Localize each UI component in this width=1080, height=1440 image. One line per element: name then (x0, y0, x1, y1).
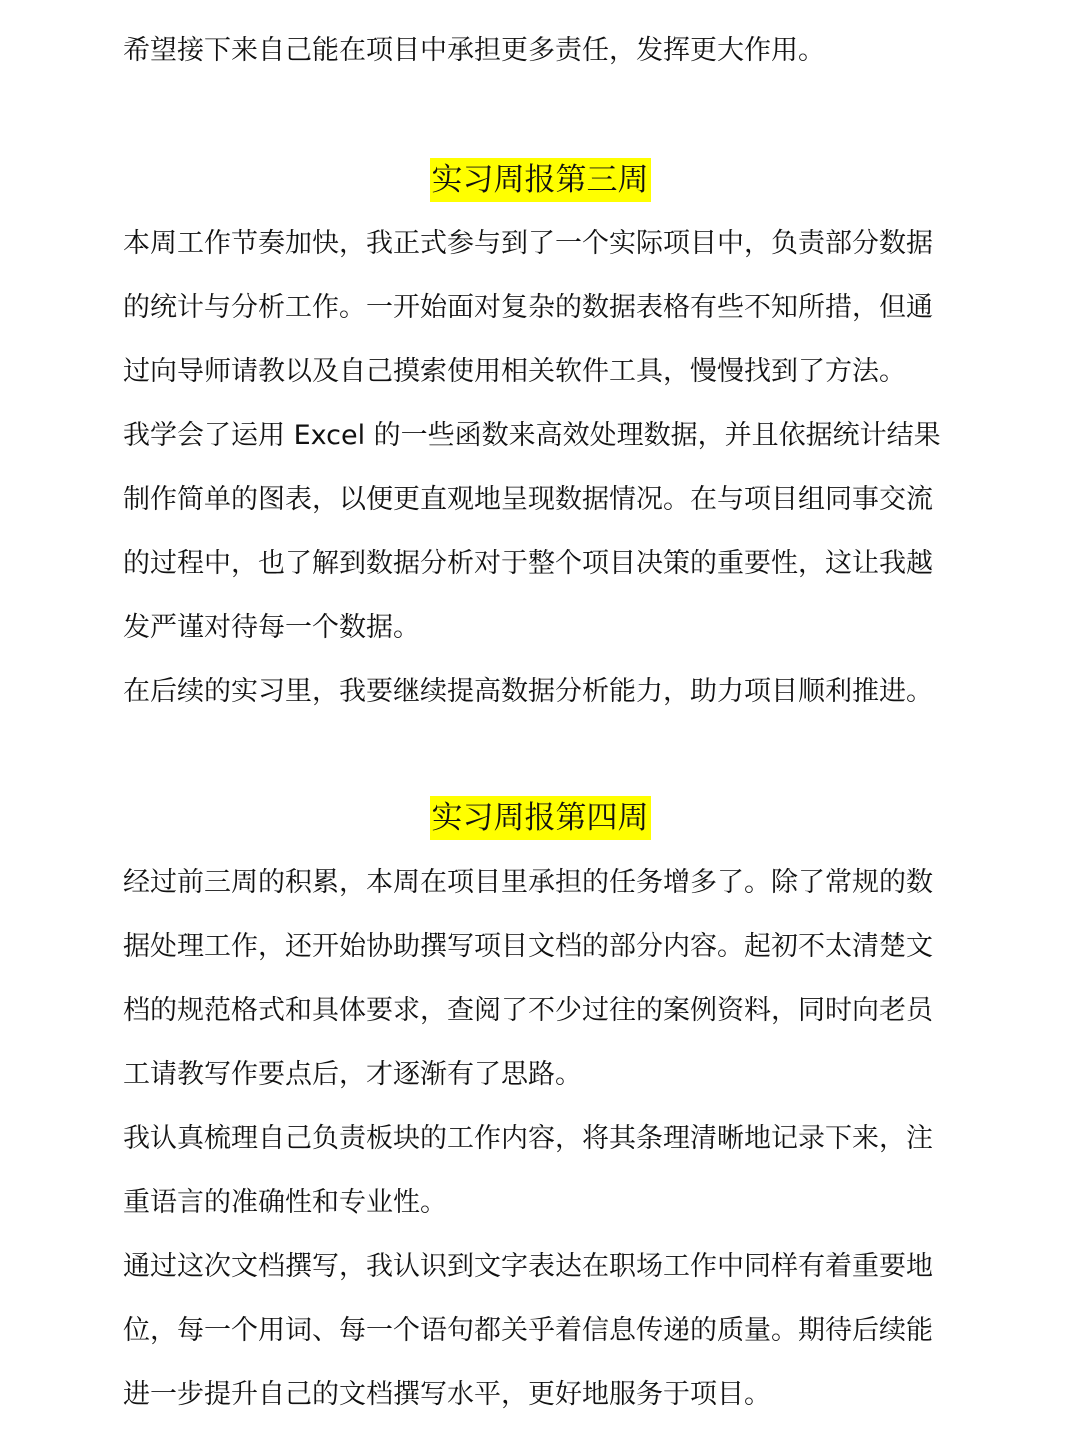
week4-p3-line-2: 位，每一个用词、每一个语句都关乎着信息传递的质量。期待后续能 (123, 1315, 933, 1346)
week3-p2-line-2: 制作简单的图表，以便更直观地呈现数据情况。在与项目组同事交流 (123, 484, 933, 515)
week4-p1-line-3: 档的规范格式和具体要求，查阅了不少过往的案例资料，同时向老员 (123, 995, 933, 1026)
week3-p1-line-1: 本周工作节奏加快，我正式参与到了一个实际项目中，负责部分数据 (123, 228, 933, 259)
week3-p2-line-3: 的过程中，也了解到数据分析对于整个项目决策的重要性，这让我越 (123, 548, 933, 579)
week3-p1-line-3: 过向导师请教以及自己摸索使用相关软件工具，慢慢找到了方法。 (123, 356, 906, 387)
week3-title: 实习周报第三周 (430, 158, 651, 202)
week3-p2-line-1: 我学会了运用 Excel 的一些函数来高效处理数据，并且依据统计结果 (123, 420, 941, 451)
week3-p3-line-1: 在后续的实习里，我要继续提高数据分析能力，助力项目顺利推进。 (123, 676, 933, 707)
week3-p1-line-2: 的统计与分析工作。一开始面对复杂的数据表格有些不知所措，但通 (123, 292, 933, 323)
week4-title: 实习周报第四周 (430, 796, 651, 840)
week4-p3-line-3: 进一步提升自己的文档撰写水平，更好地服务于项目。 (123, 1379, 771, 1410)
week4-p2-line-1: 我认真梳理自己负责板块的工作内容，将其条理清晰地记录下来，注 (123, 1123, 933, 1154)
week3-heading-block (0, 158, 1080, 204)
week4-p1-line-4: 工请教写作要点后，才逐渐有了思路。 (123, 1059, 582, 1090)
week4-heading-block (0, 796, 1080, 842)
week4-p1-line-2: 据处理工作，还开始协助撰写项目文档的部分内容。起初不太清楚文 (123, 931, 933, 962)
week4-p1-line-1: 经过前三周的积累，本周在项目里承担的任务增多了。除了常规的数 (123, 867, 933, 898)
week4-p2-line-2: 重语言的准确性和专业性。 (123, 1187, 447, 1218)
week4-p3-line-1: 通过这次文档撰写，我认识到文字表达在职场工作中同样有着重要地 (123, 1251, 933, 1282)
week3-p2-line-4: 发严谨对待每一个数据。 (123, 612, 420, 643)
intro-line: 希望接下来自己能在项目中承担更多责任，发挥更大作用。 (123, 35, 825, 66)
